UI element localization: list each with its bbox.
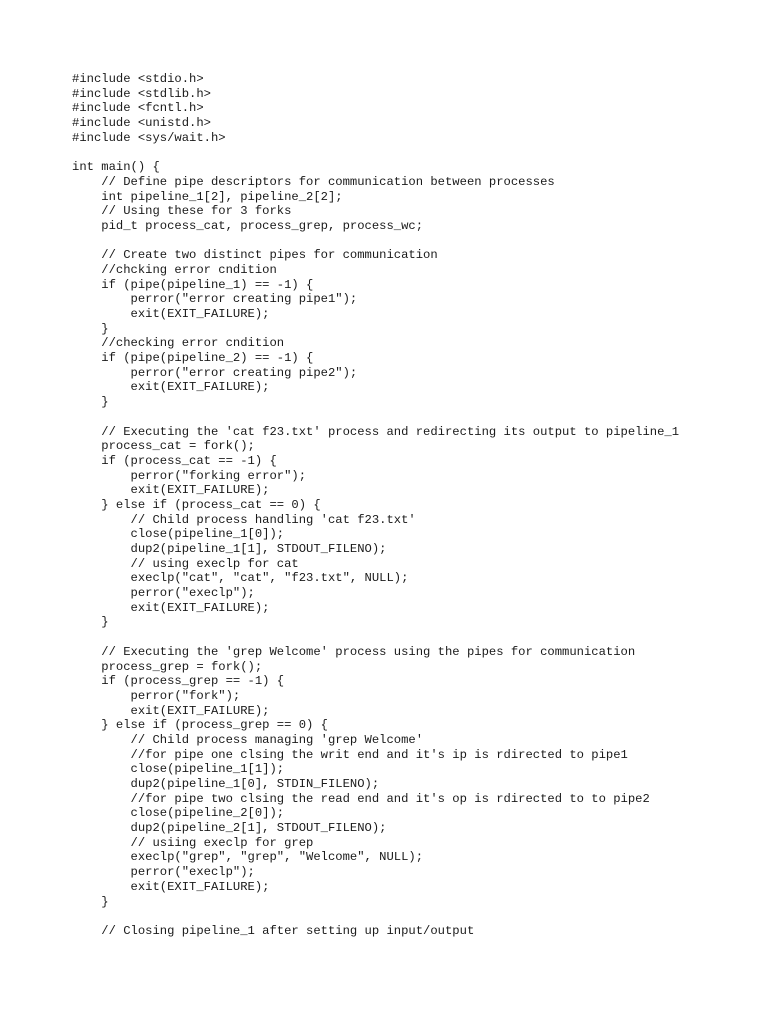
code-line: pid_t process_cat, process_grep, process_wc; — [72, 218, 424, 233]
code-line: } — [72, 395, 109, 410]
code-line: #include <sys/wait.h> — [72, 130, 226, 145]
code-line: //for pipe two clsing the read end and it's op is rdirected to to pipe2 — [72, 791, 650, 806]
code-line: exit(EXIT_FAILURE); — [72, 483, 270, 498]
code-line: int main() { — [72, 160, 160, 175]
code-line: perror("error creating pipe2"); — [72, 365, 358, 380]
code-line: // Create two distinct pipes for communication — [72, 248, 438, 263]
code-line: perror("execlp"); — [72, 586, 255, 601]
code-line: close(pipeline_2[0]); — [72, 806, 285, 821]
code-line: if (pipe(pipeline_1) == -1) { — [72, 277, 314, 292]
code-line: // Child process handling 'cat f23.txt' — [72, 512, 416, 527]
code-line: perror("forking error"); — [72, 468, 307, 483]
code-line: // Define pipe descriptors for communication between processes — [72, 174, 555, 189]
code-line — [72, 909, 679, 924]
code-line: #include <fcntl.h> — [72, 101, 204, 116]
code-line: } — [72, 894, 109, 909]
code-line: //chcking error cndition — [72, 262, 277, 277]
code-line: dup2(pipeline_1[1], STDOUT_FILENO); — [72, 542, 387, 556]
code-line: // Child process managing 'grep Welcome' — [72, 732, 424, 747]
code-line: dup2(pipeline_1[0], STDIN_FILENO); — [72, 777, 380, 791]
code-line: } — [72, 615, 109, 630]
code-line — [72, 630, 679, 645]
code-line: if (process_grep == -1) { — [72, 674, 285, 689]
source-code-block — [72, 72, 679, 939]
code-line: // using execlp for cat — [72, 556, 299, 571]
code-line: // Executing the 'cat f23.txt' process and redirecting its output to pipeline_1 — [72, 424, 680, 439]
code-line: exit(EXIT_FAILURE); — [72, 600, 270, 615]
code-line: exit(EXIT_FAILURE); — [72, 879, 270, 894]
code-line: #include <stdlib.h> — [72, 86, 211, 101]
code-line: // usiing execlp for grep — [72, 835, 314, 850]
code-line: close(pipeline_1[1]); — [72, 762, 285, 777]
code-line: exit(EXIT_FAILURE); — [72, 380, 270, 395]
code-line: if (process_cat == -1) { — [72, 453, 277, 468]
code-line — [72, 410, 679, 425]
code-line — [72, 234, 679, 249]
code-line: perror("error creating pipe1"); — [72, 292, 358, 307]
code-line: process_grep = fork(); — [72, 659, 263, 674]
code-line: exit(EXIT_FAILURE); — [72, 307, 270, 321]
code-line: // Closing pipeline_1 after setting up input/output — [72, 923, 475, 938]
code-line: //for pipe one clsing the writ end and it's ip is rdirected to pipe1 — [72, 747, 628, 762]
code-line: dup2(pipeline_2[1], STDOUT_FILENO); — [72, 821, 387, 836]
code-line: execlp("grep", "grep", "Welcome", NULL); — [72, 850, 424, 865]
code-line: } else if (process_grep == 0) { — [72, 718, 328, 733]
code-line: #include <unistd.h> — [72, 116, 211, 131]
code-line: int pipeline_1[2], pipeline_2[2]; — [72, 189, 343, 204]
code-line: perror("execlp"); — [72, 865, 255, 880]
code-line: //checking error cndition — [72, 336, 285, 351]
code-line: perror("fork"); — [72, 688, 241, 703]
code-line: execlp("cat", "cat", "f23.txt", NULL); — [72, 571, 409, 586]
code-line: #include <stdio.h> — [72, 72, 204, 86]
code-line: exit(EXIT_FAILURE); — [72, 703, 270, 718]
code-line: // Executing the 'grep Welcome' process using the pipes for communication — [72, 644, 636, 659]
code-line: close(pipeline_1[0]); — [72, 527, 285, 542]
code-line — [72, 145, 679, 160]
code-line: process_cat = fork(); — [72, 439, 255, 454]
code-line: if (pipe(pipeline_2) == -1) { — [72, 351, 314, 366]
code-line: // Using these for 3 forks — [72, 204, 292, 219]
code-line: } — [72, 321, 109, 336]
code-line: } else if (process_cat == 0) { — [72, 497, 321, 512]
